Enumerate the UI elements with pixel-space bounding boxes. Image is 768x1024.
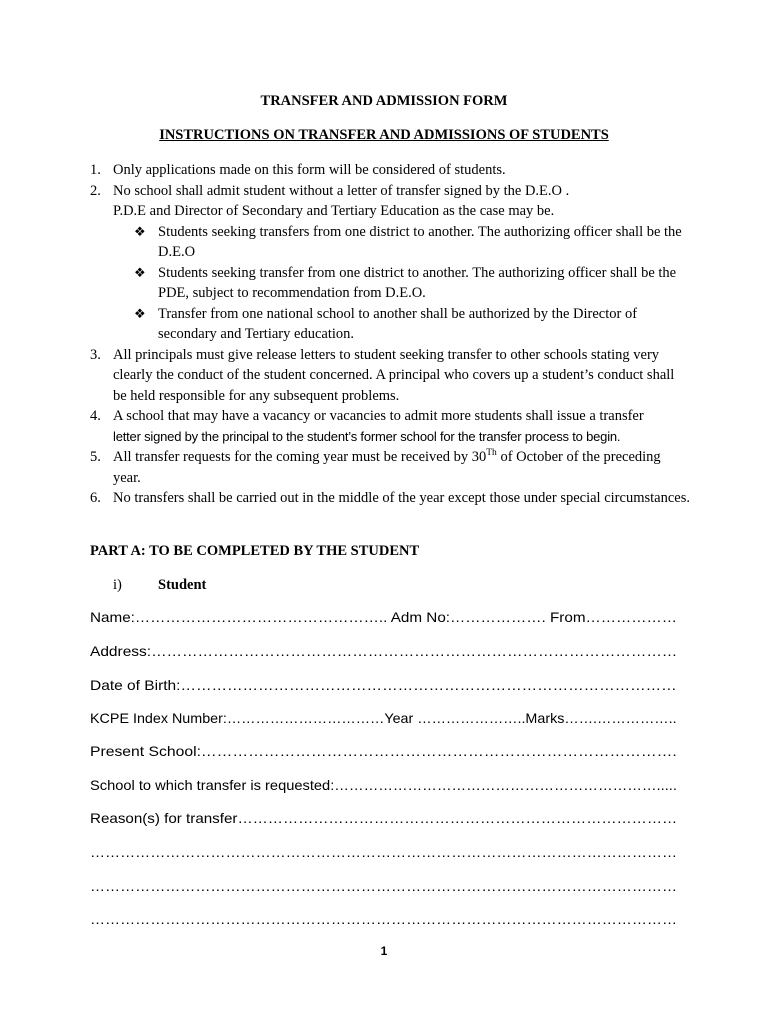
item-number: 6. <box>90 490 101 506</box>
item-text: P.D.E and Director of Secondary and Tertiary Education as the case may be. <box>113 203 555 219</box>
address-field[interactable]: Address:………………………………………………………………………………………… <box>90 643 678 659</box>
item-text: All transfer requests for the coming year must be received by 30 <box>113 449 487 465</box>
bullet-item <box>90 222 688 263</box>
item-number: 4. <box>90 408 101 424</box>
bullet-text: Students seeking transfer from one district to another. The authorizing officer shall be the PDE, subject to recommendation from D.E.O. <box>158 264 677 301</box>
instruction-item <box>90 406 690 447</box>
transfer-school-field[interactable]: School to which transfer is requested:…………………………………………………………..... <box>90 777 677 793</box>
instruction-item <box>90 447 690 488</box>
instructions-list <box>90 160 690 509</box>
instruction-item <box>90 488 690 509</box>
instruction-item <box>90 345 690 407</box>
superscript: Th <box>486 448 497 458</box>
instruction-item <box>90 160 690 181</box>
bullet-item <box>90 304 688 345</box>
page-number: 1 <box>380 944 388 958</box>
date-of-birth-field[interactable]: Date of Birth:…………………………………………………………………………………… <box>90 677 677 693</box>
section-label: Student <box>158 577 207 593</box>
diamond-bullet-icon: ❖ <box>134 223 146 239</box>
part-a-heading: PART A: TO BE COMPLETED BY THE STUDENT <box>90 543 420 559</box>
item-text: No school shall admit student without a letter of transfer signed by the D.E.O . <box>113 182 570 199</box>
item-text: of October of the preceding year. <box>113 449 661 486</box>
bullet-text: Students seeking transfers from one district to another. The authorizing officer shall be the D.E.O <box>158 223 682 260</box>
form-title: TRANSFER AND ADMISSION FORM <box>260 93 508 109</box>
reason-line[interactable]: ……………………………………………………………………………………………………… <box>90 844 677 860</box>
item-text: All principals must give release letters to student seeking transfer to other schools stating very clearly the conduct of the student concerned. A principal who covers up a student’s conduct shall be held responsible for any subsequent problems. <box>113 346 675 404</box>
item-text: letter signed by the principal to the student’s former school for the transfer process to begin. <box>113 428 621 444</box>
bullet-text: Transfer from one national school to another shall be authorized by the Director of secondary and Tertiary education. <box>158 305 638 342</box>
item-number: 1. <box>90 162 101 178</box>
instructions-heading: INSTRUCTIONS ON TRANSFER AND ADMISSIONS OF STUDENTS <box>159 127 609 143</box>
item-text: No transfers shall be carried out in the middle of the year except those under special circumstances. <box>113 490 690 506</box>
item-text: Only applications made on this form will be considered of students. <box>113 162 506 178</box>
diamond-bullet-icon: ❖ <box>134 264 146 280</box>
reason-line[interactable]: ……………………………………………………………………………………………………… <box>90 878 677 894</box>
item-text: A school that may have a vacancy or vacancies to admit more students shall issue a transfer <box>113 408 644 424</box>
present-school-field[interactable]: Present School:………………………………………………………………………………. <box>90 743 677 759</box>
student-section-heading <box>113 577 207 594</box>
item-number: 2. <box>90 182 101 199</box>
name-field[interactable]: Name:………………………………………….. Adm No:………………. From……………… <box>90 609 678 625</box>
bullet-item <box>90 263 690 304</box>
kcpe-index-field[interactable]: KCPE Index Number:……………………………Year …………………..Marks…….…………….. <box>90 710 677 726</box>
reason-line[interactable]: ……………………………………………………………………………………………………… <box>90 911 677 927</box>
diamond-bullet-icon: ❖ <box>134 305 146 321</box>
reason-field[interactable]: Reason(s) for transfer…………………………………………………………………………… <box>90 810 678 826</box>
section-number: i) <box>113 577 122 593</box>
instruction-item <box>90 181 690 222</box>
item-number: 3. <box>90 346 101 363</box>
item-number: 5. <box>90 449 101 465</box>
